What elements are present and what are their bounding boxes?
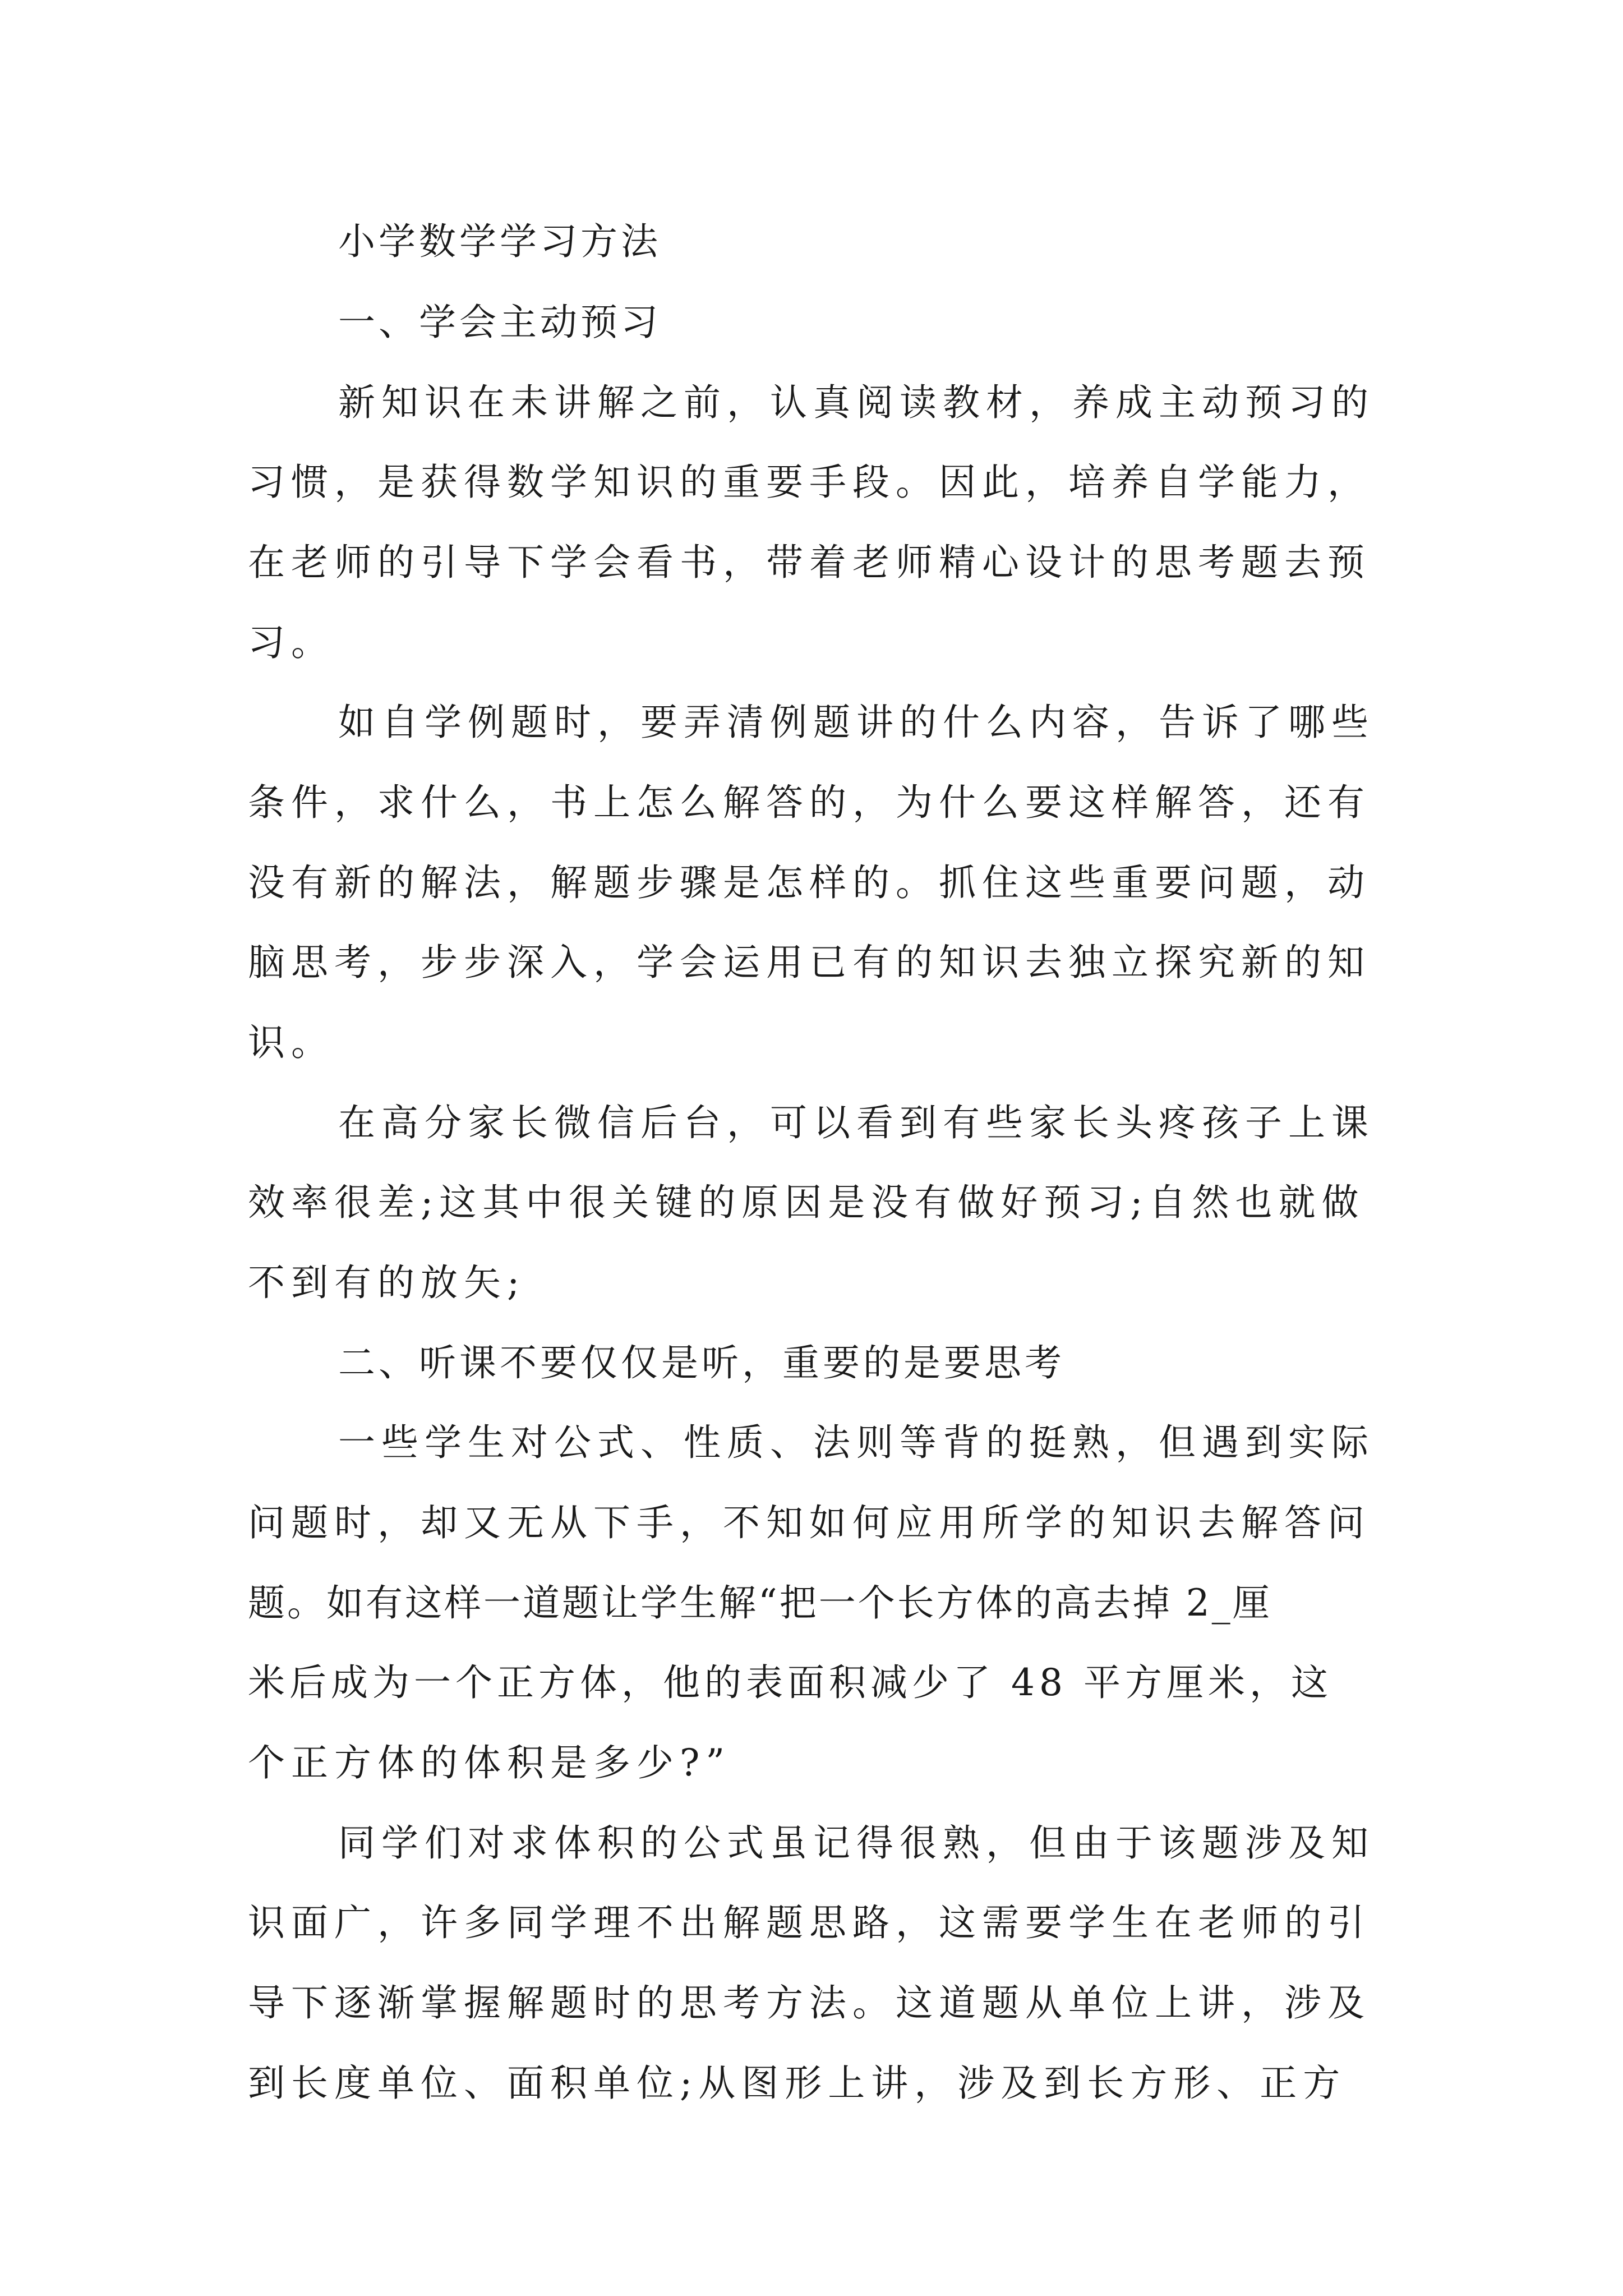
paragraph-line: 条件，求什么，书上怎么解答的，为什么要这样解答，还有: [248, 781, 1371, 824]
paragraph-line: 导下逐渐掌握解题时的思考方法。这道题从单位上讲，涉及: [248, 1981, 1371, 2024]
paragraph-line: 新知识在未讲解之前，认真阅读教材，养成主动预习的: [338, 381, 1375, 424]
section-heading: 一、学会主动预习: [338, 301, 661, 344]
paragraph-line: 米后成为一个正方体，他的表面积减少了 48 平方厘米，这: [248, 1661, 1332, 1704]
paragraph-line: 在老师的引导下学会看书，带着老师精心设计的思考题去预: [248, 541, 1371, 584]
paragraph-line: 同学们对求体积的公式虽记得很熟，但由于该题涉及知: [338, 1821, 1375, 1865]
paragraph-line: 效率很差;这其中很关键的原因是没有做好预习;自然也就做: [248, 1181, 1365, 1224]
paragraph-line: 没有新的解法，解题步骤是怎样的。抓住这些重要问题，动: [248, 861, 1371, 904]
paragraph-line: 到长度单位、面积单位;从图形上讲，涉及到长方形、正方: [248, 2062, 1347, 2105]
document-title: 小学数学学习方法: [338, 220, 661, 263]
paragraph-line: 脑思考，步步深入，学会运用已有的知识去独立探究新的知: [248, 941, 1371, 984]
paragraph-line: 习惯，是获得数学知识的重要手段。因此，培养自学能力，: [248, 461, 1371, 504]
paragraph-line: 题。如有这样一道题让学生解“把一个长方体的高去掉 2_厘: [248, 1581, 1272, 1625]
paragraph-line: 习。: [248, 621, 334, 664]
paragraph-line: 如自学例题时，要弄清例题讲的什么内容，告诉了哪些: [338, 701, 1375, 744]
paragraph-line: 在高分家长微信后台，可以看到有些家长头疼孩子上课: [338, 1101, 1375, 1144]
paragraph-line: 一些学生对公式、性质、法则等背的挺熟，但遇到实际: [338, 1421, 1375, 1464]
paragraph-line: 识。: [248, 1021, 334, 1064]
paragraph-line: 个正方体的体积是多少?”: [248, 1741, 731, 1784]
paragraph-line: 问题时，却又无从下手，不知如何应用所学的知识去解答问: [248, 1501, 1371, 1544]
paragraph-line: 识面广，许多同学理不出解题思路，这需要学生在老师的引: [248, 1901, 1371, 1944]
paragraph-line: 不到有的放矢;: [248, 1261, 526, 1304]
section-heading: 二、听课不要仅仅是听，重要的是要思考: [338, 1341, 1065, 1384]
